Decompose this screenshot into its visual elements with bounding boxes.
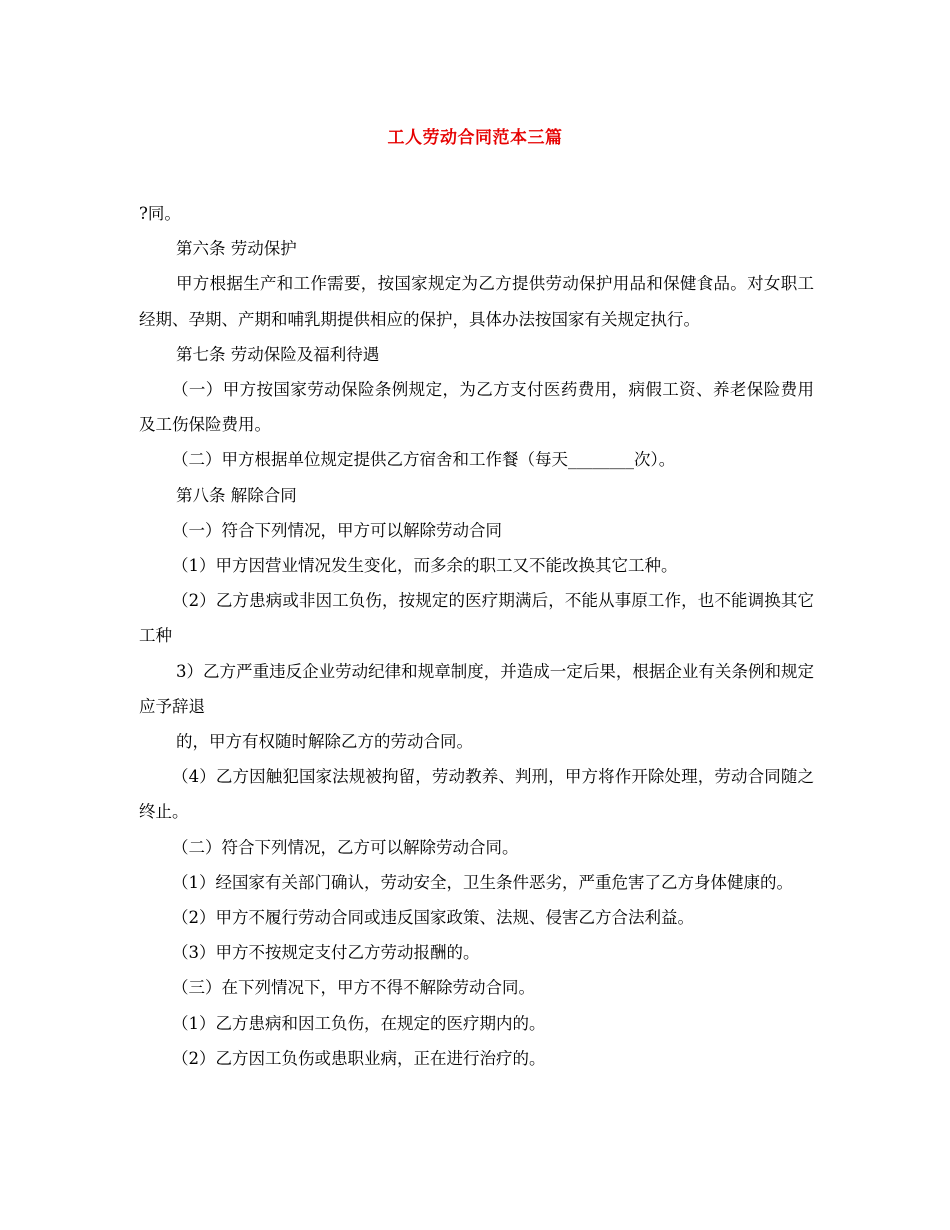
document-title: 工人劳动合同范本三篇	[387, 128, 563, 148]
paragraph: （4）乙方因触犯国家法规被拘留，劳动教养、判刑，甲方将作开除处理，劳动合同随之终止。	[139, 767, 814, 822]
paragraph-continuation: ?同。	[139, 204, 181, 223]
paragraph: （二）甲方根据单位规定提供乙方宿舍和工作餐（每天________次）。	[172, 450, 676, 470]
paragraph: 3）乙方严重违反企业劳动纪律和规章制度，并造成一定后果，根据企业有关条例和规定应予辞退	[139, 661, 814, 716]
paragraph: （2）乙方患病或非因工负伤，按规定的医疗期满后，不能从事原工作，也不能调换其它工种	[139, 591, 814, 646]
paragraph: （1）甲方因营业情况发生变化，而多余的职工又不能改换其它工种。	[172, 556, 678, 576]
paragraph: （3）甲方不按规定支付乙方劳动报酬的。	[172, 943, 480, 963]
paragraph: （二）符合下列情况，乙方可以解除劳动合同。	[172, 837, 519, 857]
article-6-heading: 第六条 劳动保护	[176, 239, 297, 259]
paragraph: （一）甲方按国家劳动保险条例规定，为乙方支付医药费用，病假工资、养老保险费用及工伤保险费用。	[139, 380, 814, 435]
paragraph: 甲方根据生产和工作需要，按国家规定为乙方提供劳动保护用品和保健食品。对女职工经期、孕期、产期和哺乳期提供相应的保护，具体办法按国家有关规定执行。	[139, 274, 814, 329]
article-7-heading: 第七条 劳动保险及福利待遇	[176, 344, 380, 364]
document-body	[139, 196, 814, 1076]
paragraph: 的，甲方有权随时解除乙方的劳动合同。	[176, 732, 473, 752]
paragraph: （1）乙方患病和因工负伤，在规定的医疗期内的。	[172, 1013, 546, 1033]
paragraph: （2）乙方因工负伤或患职业病，正在进行治疗的。	[172, 1048, 546, 1068]
paragraph: （一）符合下列情况，甲方可以解除劳动合同	[172, 520, 502, 540]
paragraph: （三）在下列情况下，甲方不得不解除劳动合同。	[172, 978, 535, 998]
article-8-heading: 第八条 解除合同	[176, 485, 297, 505]
paragraph: （1）经国家有关部门确认，劳动安全，卫生条件恶劣，严重危害了乙方身体健康的。	[172, 872, 793, 892]
paragraph: （2）甲方不履行劳动合同或违反国家政策、法规、侵害乙方合法利益。	[172, 908, 694, 928]
